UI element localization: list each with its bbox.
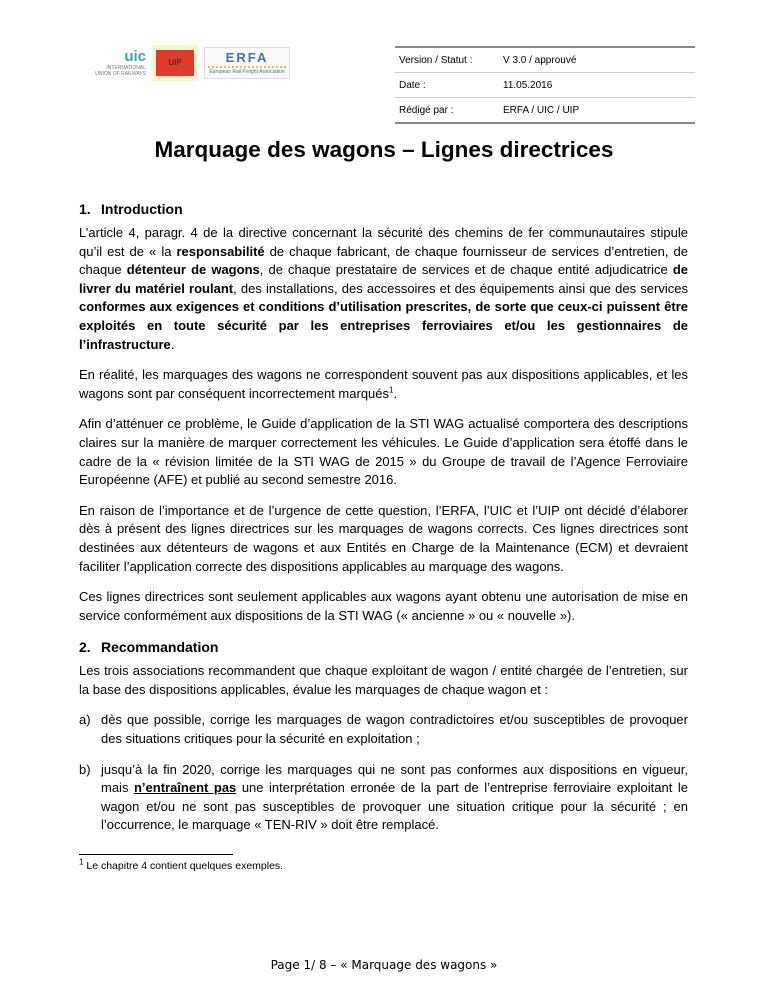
footnote-separator (79, 854, 233, 855)
text-run: L’article 4, paragr. 4 de la directive concernant la sécurité des chemins de fer communautaires stipule qu’il est de « la (79, 225, 688, 259)
uip-logo (152, 45, 198, 81)
bold-underlined-text: n’entraînent pas (133, 780, 237, 796)
footnote-text: Le chapitre 4 contient quelques exemples. (83, 860, 284, 872)
text-run: En réalité, les marquages des wagons ne correspondent souvent pas aux dispositions applicables, et les wagons sont par conséquent incorrectement marqués (79, 367, 688, 401)
paragraph: En raison de l’importance et de l’urgence de cette question, l’ERFA, l’UIC et l’UIP ont décidé d’élaborer dès à présent des lignes directrices sur les marquages de wagons corrects. Ces lignes directrices sont destinées aux détenteurs de wagons et aux Entités en Charge de la Maintenance (ECM) et devraient faciliter l’application correcte des dispositions applicables au marquage des wagons. (79, 502, 688, 574)
bold-text: responsabilité (176, 243, 265, 259)
meta-row (395, 73, 695, 98)
header-logos (90, 44, 290, 82)
page-footer: Page 1/ 8 – « Marquage des wagons » (270, 958, 498, 972)
section-number: 1. (79, 201, 91, 217)
text-run: , de chaque prestataire de services et de chaque entité adjudicatrice (259, 262, 673, 278)
section-heading-recommandation (79, 637, 688, 657)
text-run: , des installations, des accessoires et des équipements ainsi que des services (233, 280, 688, 296)
section-title: Introduction (101, 201, 183, 217)
uic-logo (90, 49, 146, 77)
erfa-logo-dots (208, 66, 286, 68)
erfa-logo-subtext: European Rail Freight Association (209, 69, 285, 75)
meta-value: ERFA / UIC / UIP (499, 98, 695, 124)
list-label: a) (79, 712, 91, 728)
bold-text: de livrer du matériel roulant (79, 262, 688, 296)
meta-label: Version / Statut : (395, 47, 499, 73)
list-text: dès que possible, corrige les marquages de wagon contradictoires et/ou susceptibles de provoquer des situations critiques pour la sécurité en exploitation ; (101, 712, 688, 747)
paragraph: Afin d’atténuer ce problème, le Guide d’application de la STI WAG actualisé comportera des descriptions claires sur la manière de marquer correctement les véhicules. Le Guide d’application sera étoffé dans le cadre de la « révision limitée de la STI WAG de 2015 » du Groupe de travail de l’Agence Ferroviaire Européenne (AFE) et publié au second semestre 2016. (79, 416, 688, 488)
text-run: une interprétation erronée de la part de l’entreprise ferroviaire exploitant le wagon et/ou ne sont pas susceptibles de provoquer une situation critique pour la sécurité ; en l’occurrence, le marquage « TEN-RIV » doit être remplacé. (101, 780, 688, 833)
meta-label: Rédigé par : (395, 98, 499, 124)
text-run: jusqu’à la fin 2020, corrige les marquages qui ne sont pas conformes aux dispositions en vigueur, mais (101, 761, 688, 796)
paragraph: Les trois associations recommandent que chaque exploitant de wagon / entité chargée de l’entretien, sur la base des dispositions applicables, évalue les marquages de chaque wagon et : (79, 663, 688, 697)
section-heading-introduction (79, 199, 688, 219)
paragraph (79, 224, 688, 354)
page-title: Marquage des wagons – Lignes directrices (154, 137, 614, 162)
erfa-logo-text: ERFA (225, 50, 269, 65)
meta-row (395, 98, 695, 124)
meta-label: Date : (395, 73, 499, 98)
meta-row (395, 47, 695, 73)
footnote-number: 1 (79, 857, 84, 867)
list-label: b) (79, 761, 91, 777)
document-meta-table (395, 46, 695, 124)
section-number: 2. (79, 639, 91, 656)
list-item (79, 711, 688, 748)
footnote (79, 857, 284, 872)
bold-text: conformes aux exigences et conditions d’utilisation prescrites, de sorte que ceux-ci puissent être exploités en toute sécurité par les entreprises ferroviaires et/ou les gestionnaires de l’infrastructure (79, 299, 688, 352)
meta-value: 11.05.2016 (499, 73, 695, 98)
section-title: Recommandation (101, 639, 219, 656)
meta-value: V 3.0 / approuvé (499, 47, 695, 73)
uic-logo-subtext: INTERNATIONAL UNION OF RAILWAYS (95, 65, 146, 77)
text-run: . (393, 385, 398, 401)
text-run: . (170, 336, 175, 352)
uip-logo-text: UIP (156, 50, 194, 76)
text-run: de chaque fabricant, de chaque fournisseur de services d’entretien, de chaque (79, 243, 688, 278)
paragraph: Ces lignes directrices sont seulement applicables aux wagons ayant obtenu une autorisation de mise en service conformément aux dispositions de la STI WAG (« ancienne » ou « nouvelle »). (79, 589, 688, 623)
uic-logo-text: uic (124, 48, 146, 65)
bold-text: détenteur de wagons (126, 262, 260, 278)
erfa-logo (204, 47, 290, 79)
list-text (101, 761, 688, 835)
paragraph (79, 366, 688, 403)
footnote-ref[interactable]: 1 (389, 385, 394, 395)
list-item (79, 761, 688, 835)
document-body (79, 199, 688, 847)
